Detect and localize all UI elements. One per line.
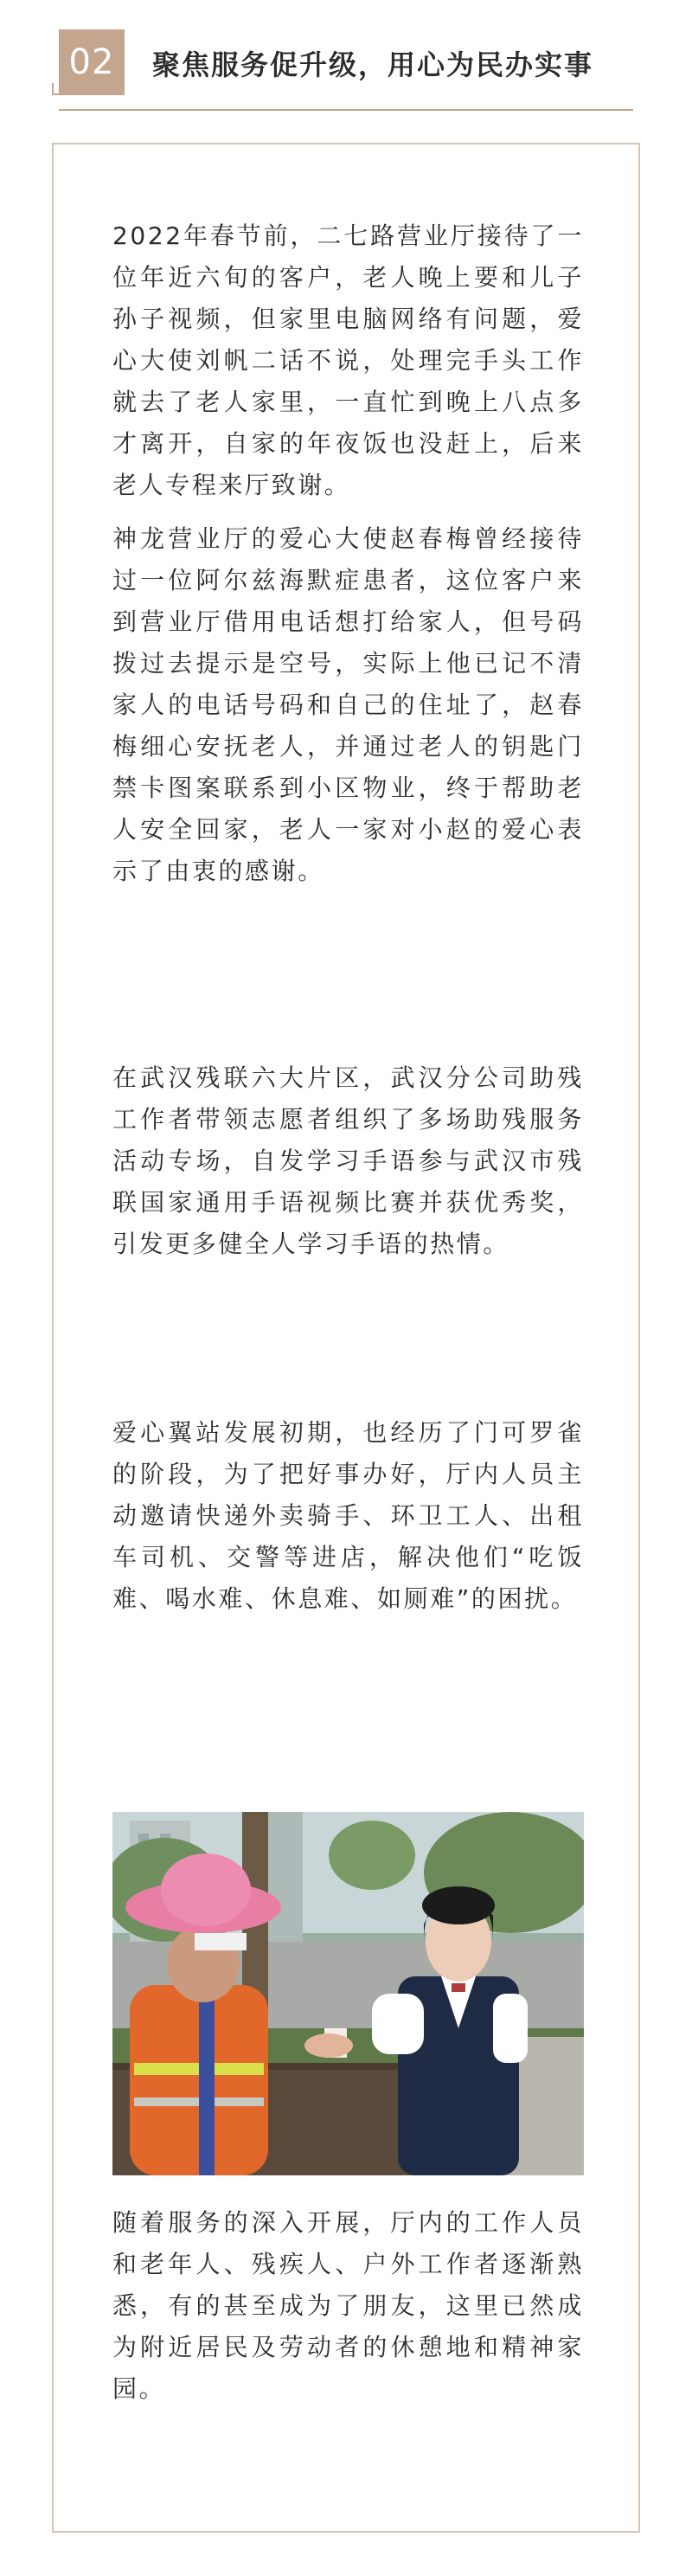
paragraph-3: 在武汉残联六大片区，武汉分公司助残工作者带领志愿者组织了多场助残服务活动专场，自发学习手语参与武汉市残联国家通用手语视频比赛并获优秀奖，引发更多健全人学习手语的热情。 (112, 1063, 584, 1258)
paragraph-1: 2022年春节前，二七路营业厅接待了一位年近六旬的客户，老人晚上要和儿子孙子视频，但家里电脑网络有问题，爱心大使刘帆二话不说，处理完手头工作就去了老人家里，一直忙到晚上八点多才离开，自家的年夜饭也没赶上，后来老人专程来厅致谢。 (112, 222, 584, 499)
section-header (59, 29, 633, 112)
corner-decoration (52, 83, 64, 95)
header-divider (59, 109, 633, 111)
paragraph-4: 爱心翼站发展初期，也经历了门可罗雀的阶段，为了把好事办好，厅内人员主动邀请快递外卖骑手、环卫工人、出租车司机、交警等进店，解决他们“吃饭难、喝水难、休息难、如厕难”的困扰。 (112, 1418, 584, 1613)
paragraph-2: 神龙营业厅的爱心大使赵春梅曾经接待过一位阿尔兹海默症患者，这位客户来到营业厅借用电话想打给家人，但号码拨过去提示是空号，实际上他已记不清家人的电话号码和自己的住址了，赵春梅细心安抚老人，并通过老人的钥匙门禁卡图案联系到小区物业，终于帮助老人安全回家，老人一家对小赵的爱心表示了由衷的感谢。 (112, 524, 584, 885)
photo-staff-serving-sanitation-worker (112, 1812, 584, 2175)
section-number-badge: 02 (59, 29, 125, 95)
content-card (52, 143, 640, 2533)
section-title: 聚焦服务促升级，用心为民办实事 (152, 48, 594, 81)
paragraph-5: 随着服务的深入开展，厅内的工作人员和老年人、残疾人、户外工作者逐渐熟悉，有的甚至成为了朋友，这里已然成为附近居民及劳动者的休憩地和精神家园。 (112, 2208, 584, 2403)
